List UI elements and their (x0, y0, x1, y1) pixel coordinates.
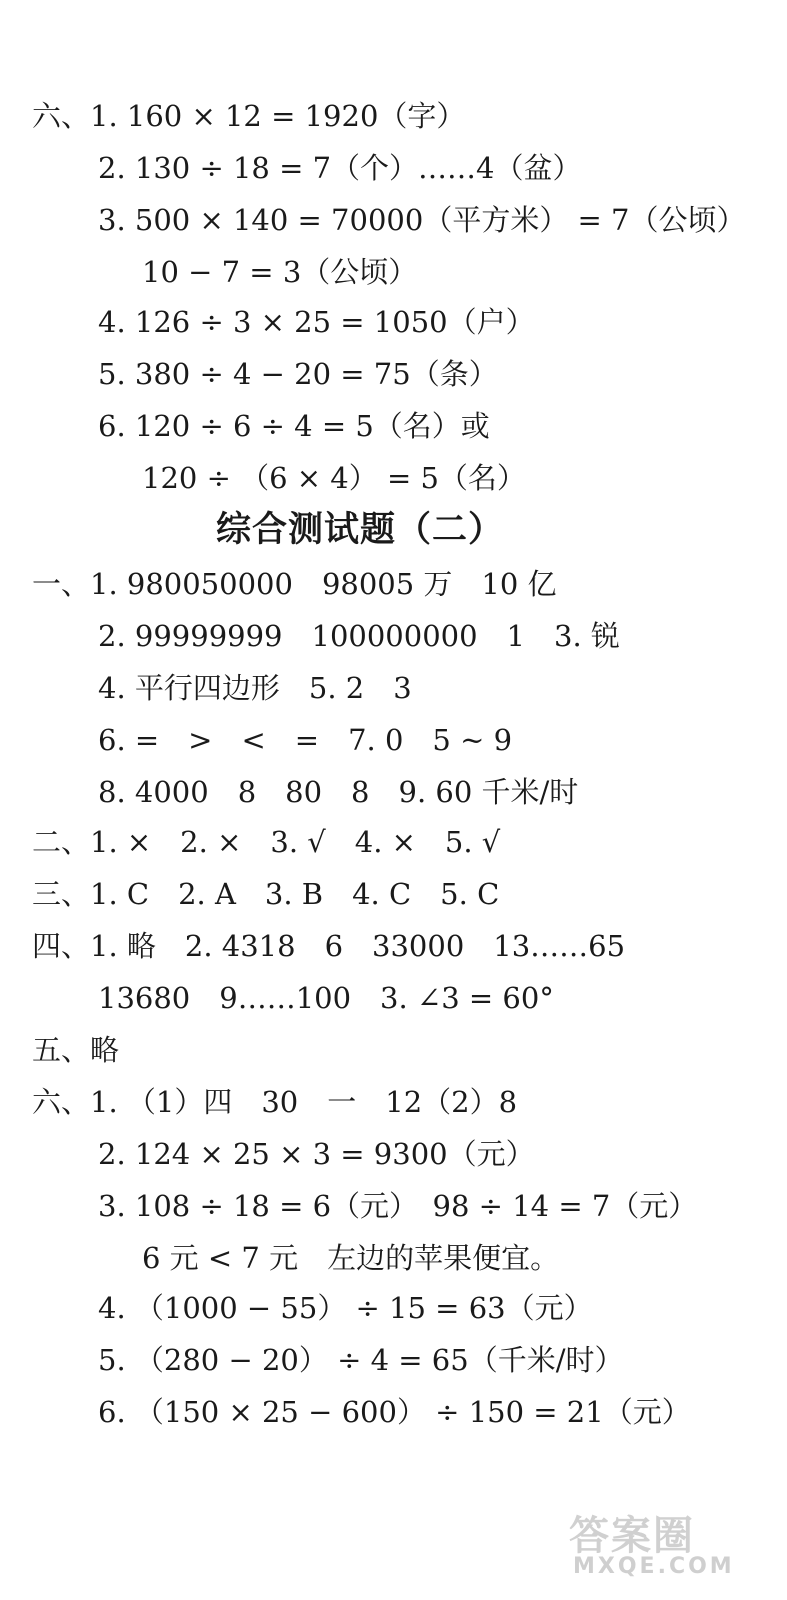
answer-line: 一、1. 980050000 98005 万 10 亿 (32, 567, 557, 601)
answer-line: 4. 126 ÷ 3 × 25 = 1050（户） (98, 305, 535, 339)
answer-line: 6. （150 × 25 − 600） ÷ 150 = 21（元） (98, 1395, 691, 1429)
answer-line: 4. （1000 − 55） ÷ 15 = 63（元） (98, 1291, 593, 1325)
answer-line: 2. 130 ÷ 18 = 7（个）……4（盆） (98, 151, 582, 185)
answer-line: 6 元 < 7 元 左边的苹果便宜。 (142, 1241, 560, 1275)
answer-line: 4. 平行四边形 5. 2 3 (98, 671, 412, 705)
answer-line: 四、1. 略 2. 4318 6 33000 13……65 (32, 929, 626, 963)
answer-line: 3. 108 ÷ 18 = 6（元） 98 ÷ 14 = 7（元） (98, 1189, 698, 1223)
answer-line: 五、略 (32, 1033, 120, 1067)
answer-line: 6. 120 ÷ 6 ÷ 4 = 5（名）或 (98, 409, 490, 443)
answer-line: 6. = > < = 7. 0 5 ~ 9 (98, 723, 513, 757)
answer-line: 120 ÷ （6 × 4） = 5（名） (142, 461, 526, 495)
answer-line: 六、1. 160 × 12 = 1920（字） (32, 99, 466, 133)
watermark-url: MXQE.COM (573, 1554, 735, 1579)
watermark-logo (565, 1504, 765, 1584)
answer-line: 8. 4000 8 80 8 9. 60 千米/时 (98, 775, 579, 809)
answer-line: 三、1. C 2. A 3. B 4. C 5. C (32, 877, 500, 911)
answer-line: 2. 99999999 100000000 1 3. 锐 (98, 619, 620, 653)
answer-line: 六、1. （1）四 30 一 12（2）8 (32, 1085, 518, 1119)
answer-line: 13680 9……100 3. ∠3 = 60° (98, 981, 554, 1015)
answer-line: 二、1. × 2. × 3. √ 4. × 5. √ (32, 825, 501, 859)
section-title: 综合测试题（二） (215, 510, 504, 550)
answer-line: 3. 500 × 140 = 70000（平方米） = 7（公顷） (98, 203, 746, 237)
answer-line: 2. 124 × 25 × 3 = 9300（元） (98, 1137, 535, 1171)
answer-line: 10 − 7 = 3（公顷） (142, 255, 418, 289)
answer-line: 5. （280 − 20） ÷ 4 = 65（千米/时） (98, 1343, 624, 1377)
watermark-text: 答案圈 (569, 1513, 695, 1559)
answer-line: 5. 380 ÷ 4 − 20 = 75（条） (98, 357, 498, 391)
